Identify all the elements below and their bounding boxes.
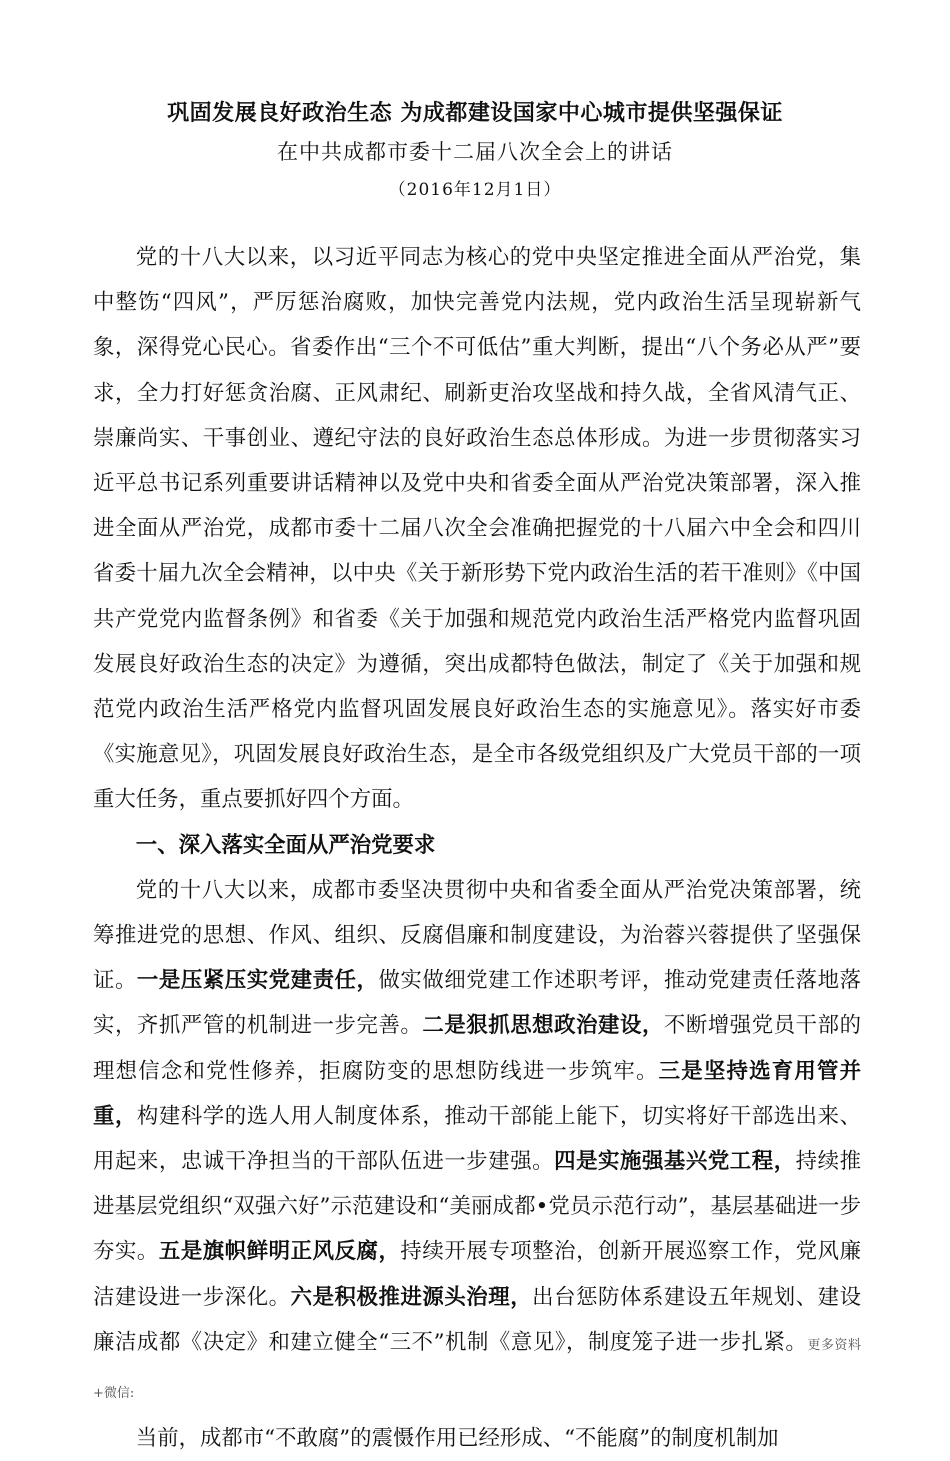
point-5-heading: 五是旗帜鲜明正风反腐， <box>158 1239 401 1265</box>
point-1-heading: 一是压紧压实党建责任， <box>136 968 379 994</box>
section-paragraph <box>93 868 861 1416</box>
document-subtitle: 在中共成都市委十二届八次全会上的讲话 <box>277 140 673 164</box>
point-4-heading: 四是实施强基兴党工程， <box>554 1149 796 1175</box>
point-3-heading: 三是坚持选育用管并重， <box>93 1058 861 1129</box>
point-6-text: 出台惩防体系建设五年规划、建设廉洁成都《决定》和建立健全“三不”机制《意见》，制度笼子进一步扎紧。 <box>93 1284 861 1355</box>
point-6-heading: 六是积极推进源头治理， <box>290 1284 533 1310</box>
document-body <box>93 235 861 1461</box>
document-title: 巩固发展良好政治生态 为成都建设国家中心城市提供坚强保证 <box>167 100 783 126</box>
point-3-text: 构建科学的选人用人制度体系，推动干部能上能下，切实将好干部选出来、用起来，忠诚干净担当的干部队伍进一步建强。 <box>93 1103 861 1175</box>
point-2-heading: 二是狠抓思想政治建设， <box>422 1013 664 1039</box>
point-1-text: 做实做细党建工作述职考评，推动党建责任落地落实，齐抓严管的机制进一步完善。 <box>93 968 861 1039</box>
watermark-note: 更多资料 +微信: <box>93 1337 861 1402</box>
point-5-text: 持续开展专项整治，创新开展巡察工作，党风廉洁建设进一步深化。 <box>93 1239 861 1310</box>
section-lead: 党的十八大以来，成都市委坚决贯彻中央和省委全面从严治党决策部署，统筹推进党的思想、作风、组织、反腐倡廉和制度建设，为治蓉兴蓉提供了坚强保证。 <box>93 877 861 994</box>
point-4-text: 持续推进基层党组织“双强六好”示范建设和“美丽成都•党员示范行动”，基层基础进一步夯实。 <box>93 1149 861 1265</box>
point-2-text: 不断增强党员干部的理想信念和党性修养，拒腐防变的思想防线进一步筑牢。 <box>93 1013 861 1084</box>
section-heading: 一、深入落实全面从严治党要求 <box>135 832 436 858</box>
next-paragraph: 当前，成都市“不敢腐”的震慑作用已经形成、“不能腐”的制度机制加 <box>135 1426 779 1452</box>
intro-paragraph: 党的十八大以来，以习近平同志为核心的党中央坚定推进全面从严治党，集中整饬“四风”，严厉惩治腐败，加快完善党内法规，党内政治生活呈现崭新气象，深得党心民心。省委作出“三个不可低估”重大判断，提出“八个务必从严”要求，全力打好惩贪治腐、正风肃纪、刷新吏治攻坚战和持久战，全省风清气正、崇廉尚实、干事创业、遵纪守法的良好政治生态总体形成。为进一步贯彻落实习近平总书记系列重要讲话精神以及党中央和省委全面从严治党决策部署，深入推进全面从严治党，成都市委十二届八次全会准确把握党的十八届六中全会和四川省委十届九次全会精神，以中央《关于新形势下党内政治生活的若干准则》《中国共产党党内监督条例》和省委《关于加强和规范党内政治生活严格党内监督巩固发展良好政治生态的决定》为遵循，突出成都特色做法，制定了《关于加强和规范党内政治生活严格党内监督巩固发展良好政治生态的实施意见》。落实好市委《实施意见》，巩固发展良好政治生态，是全市各级党组织及广大党员干部的一项重大任务，重点要抓好四个方面。 <box>93 245 861 813</box>
speech-date: （2016年12月1日） <box>388 180 562 200</box>
